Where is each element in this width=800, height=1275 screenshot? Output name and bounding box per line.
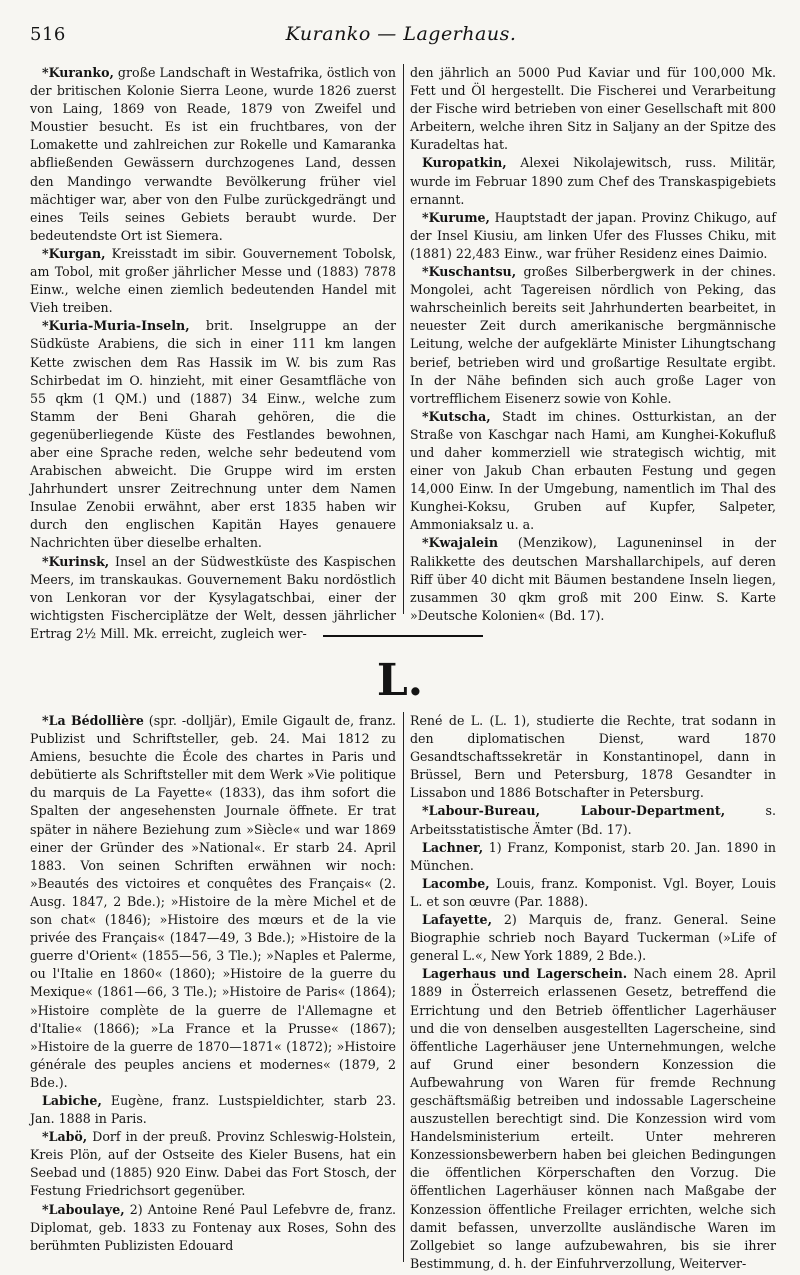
column-divider-bottom bbox=[403, 712, 404, 1262]
entry-text: s. Arbeitsstatistische Ämter (Bd. 17). bbox=[410, 803, 776, 837]
entry-text: 2) Antoine René Paul Lefebvre de, franz. Diplomat, geb. 1833 zu Fontenay aux Roses, Sohn des berühmten Publizisten Edouard bbox=[30, 1201, 396, 1253]
section-rule bbox=[323, 635, 483, 637]
dictionary-entry bbox=[30, 553, 396, 643]
entry-headword: *Kurinsk, bbox=[42, 553, 110, 569]
entry-text: den jährlich an 5000 Pud Kaviar und für 100,000 Mk. Fett und Öl hergestellt. Die Fischerei und Verarbeitung der Fische wird betrieben von einer Gesellschaft mit 800 Arbeitern, welche ihren Sitz in Saljany an der Spitze des Kuradeltas hat. bbox=[410, 65, 776, 153]
entry-headword: Lacombe, bbox=[422, 875, 490, 891]
entry-text: 1) Franz, Komponist, starb 20. Jan. 1890 in München. bbox=[410, 839, 776, 873]
column-bottom-left bbox=[30, 712, 396, 1255]
dictionary-entry bbox=[30, 64, 396, 245]
entry-headword: Lafayette, bbox=[422, 912, 492, 928]
page-number: 516 bbox=[30, 24, 66, 45]
dictionary-entry bbox=[30, 712, 396, 1092]
dictionary-entry bbox=[410, 712, 776, 802]
dictionary-entry bbox=[410, 154, 776, 208]
page-header bbox=[30, 20, 772, 50]
entry-headword: Kuropatkin, bbox=[422, 155, 507, 171]
entry-headword: *Kuschantsu, bbox=[422, 264, 517, 280]
entry-headword: *Kutscha, bbox=[422, 408, 491, 424]
dictionary-entry bbox=[410, 875, 776, 911]
dictionary-entry bbox=[410, 802, 776, 838]
column-divider-top bbox=[403, 64, 404, 614]
dictionary-entry bbox=[30, 317, 396, 552]
entry-headword: Lachner, bbox=[422, 839, 484, 855]
entry-headword: *Kuria-Muria-Inseln, bbox=[42, 318, 190, 334]
entry-text: 2) Marquis de, franz. General. Seine Biographie schrieb noch Bayard Tuckerman (»Life of general L.«, New York 1889, 2 Bde.). bbox=[410, 912, 776, 964]
entry-headword: Labiche, bbox=[42, 1092, 102, 1108]
entry-text: Eugène, franz. Lustspieldichter, starb 23. Jan. 1888 in Paris. bbox=[30, 1092, 396, 1127]
dictionary-entry bbox=[410, 534, 776, 624]
entry-text: große Landschaft in Westafrika, östlich von der britischen Kolonie Sierra Leone, wurde 1826 zuerst von Laing, 1869 von Reade, 1879 von Zweifel und Moustier besucht. Es ist ein fruchtbares, von der Lomakette und zahlreichen zur Rokelle und Kamaranka abfließenden Gewässern durchzogenes Land, dessen den Mandingo verwandte Bevölkerung früher viel mächtiger war, aber von den Fulbe zurückgedrängt und eines Teils seines Gebiets beraubt wurde. Der bedeutendste Ort ist Siemera. bbox=[30, 65, 396, 243]
running-head: Kuranko — Lagerhaus. bbox=[285, 23, 517, 45]
entry-headword: *La Bédollière bbox=[42, 713, 144, 728]
entry-headword: *Kurgan, bbox=[42, 245, 106, 261]
entry-headword: *Kwajalein bbox=[422, 535, 498, 551]
entry-headword: Lagerhaus und Lagerschein. bbox=[422, 966, 628, 982]
dictionary-entry bbox=[30, 245, 396, 317]
entry-text: (Menzikow), Laguneninsel in der Ralikkette des deutschen Marshallarchipels, auf deren Riff über 40 dicht mit Bäumen bestandene Inseln liegen, zusammen 30 qkm groß mit 200 Einw. S. Karte »Deutsche Kolonien« (Bd. 17). bbox=[410, 535, 776, 623]
dictionary-entry bbox=[410, 209, 776, 263]
entry-text: Insel an der Südwestküste des Kaspischen Meers, im transkaukas. Gouvernement Baku nordöstlich von Lenkoran vor der Kysylagatschbai, einer der wichtigsten Fischerciplätze der Welt, dessen jährlicher Ertrag 2½ Mill. Mk. erreicht, zugleich wer- bbox=[30, 553, 396, 641]
dictionary-entry bbox=[30, 1092, 396, 1128]
entry-text: brit. Inselgruppe an der Südküste Arabiens, die sich in einer 111 km langen Kette zwischen dem Ras Hassik im W. bis zum Ras Schirbedat im O. hinzieht, mit einer Gesamtfläche von 55 qkm (1 QM.) und (1887) 34 Einw., welche zum Stamm der Beni Gharah gehören, die die gegenüberliegende Küste des Festlandes bewohnen, aber eine Sprache reden, welche sehr bedeutend vom Arabischen abweicht. Die Gruppe wird im ersten Jahrhundert unsrer Zeitrechnung unter dem Namen Insulae Zenobii erwähnt, aber erst 1835 haben wir durch den englischen Kapitän Hayes genauere Nachrichten über dieselbe erhalten. bbox=[30, 318, 396, 551]
dictionary-entry bbox=[410, 965, 776, 1273]
entry-headword: *Laboulaye, bbox=[42, 1201, 125, 1217]
entry-headword: *Labour-Bureau, Labour-Department, bbox=[422, 803, 726, 819]
column-top-right bbox=[410, 64, 776, 625]
dictionary-entry bbox=[410, 64, 776, 154]
dictionary-entry bbox=[410, 839, 776, 875]
entry-text: (spr. -dolljär), Emile Gigault de, franz. Publizist und Schriftsteller, geb. 24. Mai 1812 zu Amiens, besuchte die École des chartes in Paris und debütierte als Schriftsteller mit dem Werk »Vie politique du marquis de La Fayette« (1833), das ihm sofort die Spalten der angesehensten Journale öffnete. Er trat später in nähere Beziehung zum »Siècle« und war 1869 einer der Gründer des »National«. Er starb 24. April 1883. Von seinen Schriften erwähnen wir noch: »Beautés des victoires et conquêtes des Français« (2. Ausg. 1847, 2 Bde.); »Histoire de la mère Michel et de son chat« (1846); »Histoire des mœurs et de la vie privée des Français« (1847—49, 3 Bde.); »Histoire de la guerre d'Orient« (1855—56, 3 Tle.); »Naples et Palerme, ou l'Italie en 1860« (1860); »Histoire de la guerre du Mexique« (1861—66, 3 Tle.); »Histoire de Paris« (1864); »Histoire complète de la guerre de l'Allemagne et d'Italie« (1866); »La France et la Prusse« (1867); »Histoire de la guerre de 1870—1871« (1872); »Histoire générale des peuples anciens et modernes« (1879, 2 Bde.). bbox=[30, 713, 396, 1090]
entry-headword: *Labö, bbox=[42, 1129, 88, 1145]
entry-text: Stadt im chines. Ostturkistan, an der Straße von Kaschgar nach Hami, am Kunghei-Kokufluß und daher kommerziell wie strategisch wichtig, mit einer von Jakub Chan erbauten Festung und gegen 14,000 Einw. In der Umgebung, namentlich im Thal des Kunghei-Koksu, Gruben auf Kupfer, Salpeter, Ammoniaksalz u. a. bbox=[410, 408, 776, 533]
entry-headword: *Kurume, bbox=[422, 209, 490, 225]
dictionary-entry bbox=[30, 1201, 396, 1255]
entry-text: Hauptstadt der japan. Provinz Chikugo, auf der Insel Kiusiu, am linken Ufer des Flusses Chiku, mit (1881) 22,483 Einw., war früher Residenz eines Daimio. bbox=[410, 209, 776, 261]
entry-text: großes Silberbergwerk in der chines. Mongolei, acht Tagereisen nördlich von Peking, das wahrscheinlich bereits seit Jahrhunderten bearbeitet, in neuester Zeit durch amerikanische bergmännische Leitung, welche der aufgeklärte Minister Lihungtschang berief, betrieben wird und großartige Resultate ergibt. In der Nähe befinden sich auch große Lager von vortrefflichem Eisenerz sowie von Kohle. bbox=[410, 264, 776, 406]
entry-text: René de L. (L. 1), studierte die Rechte, trat sodann in den diplomatischen Dienst, ward 1870 Gesandtschaftssekretär in Konstantinopel, dann in Brüssel, Bern und Petersburg, 1878 Gesandter in Lissabon und 1886 Botschafter in Petersburg. bbox=[410, 713, 776, 801]
section-letter: L. bbox=[376, 655, 424, 706]
entry-headword: *Kuranko, bbox=[42, 65, 114, 80]
column-bottom-right bbox=[410, 712, 776, 1273]
entry-text: Louis, franz. Komponist. Vgl. Boyer, Louis L. et son œuvre (Par. 1888). bbox=[410, 875, 776, 909]
dictionary-entry bbox=[30, 1128, 396, 1200]
entry-text: Nach einem 28. April 1889 in Österreich erlassenen Gesetz, betreffend die Errichtung und den Betrieb öffentlicher Lagerhäuser und die von denselben ausgestellten Lagerscheine, sind öffentliche Lagerhäuser jene Unternehmungen, welche auf Grund einer besondern Konzession die Aufbewahrung von Waren für fremde Rechnung geschäftsmäßig betreiben und indossable Lagerscheine auszustellen berechtigt sind. Die Konzession wird vom Handelsministerium erteilt. Unter mehreren Konzessionsbewerbern haben bei gleichen Bedingungen die öffentlichen Körperschaften den Vorzug. Die öffentlichen Lagerhäuser können nach Maßgabe der Konzession öffentliche Freilager errichten, welche sich damit befassen, unverzollte ausländische Waren im Zollgebiet so lange aufzubewahren, bis sie ihrer Bestimmung, d. h. der Einfuhrverzollung, Weiterver- bbox=[410, 966, 776, 1271]
dictionary-entry bbox=[410, 911, 776, 965]
entry-text: Dorf in der preuß. Provinz Schleswig-Holstein, Kreis Plön, auf der Ostseite des Kieler Busens, hat ein Seebad und (1885) 920 Einw. Dabei das Fort Stosch, der Festung Friedrichsort gegenüber. bbox=[30, 1129, 396, 1199]
entry-text: Alexei Nikolajewitsch, russ. Militär, wurde im Februar 1890 zum Chef des Transkaspigebiets ernannt. bbox=[410, 155, 776, 207]
dictionary-entry bbox=[410, 408, 776, 535]
entry-text: Kreisstadt im sibir. Gouvernement Tobolsk, am Tobol, mit großer jährlicher Messe und (1883) 7878 Einw., welche einen ziemlich bedeutenden Handel mit Vieh treiben. bbox=[30, 245, 396, 316]
column-top-left bbox=[30, 64, 396, 643]
dictionary-entry bbox=[410, 263, 776, 408]
